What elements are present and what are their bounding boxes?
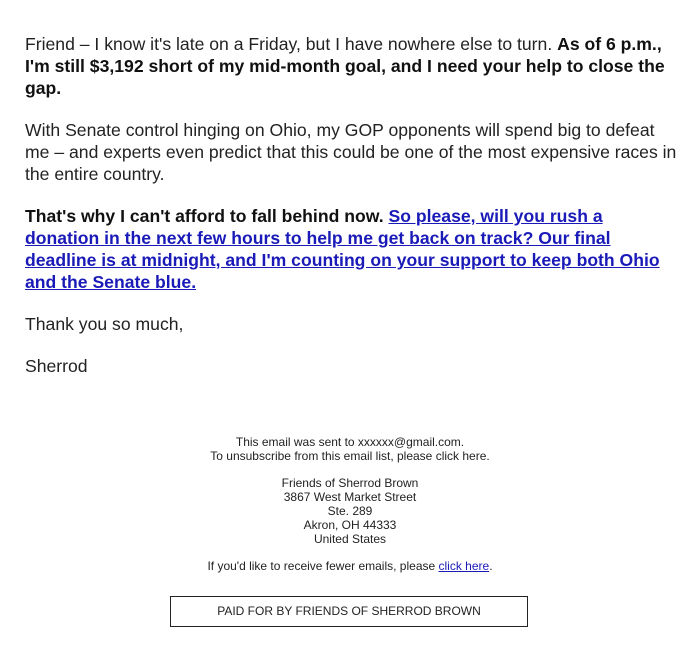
signature: Sherrod [25,356,88,376]
intro-text: Friend – I know it's late on a Friday, but I have nowhere else to turn. [25,34,558,54]
sent-to-text: This email was sent to xxxxxx@gmail.com. [235,435,465,449]
fewer-emails-link[interactable]: click here [438,559,490,573]
donate-link[interactable]: So please, will you rush a donation in the next few hours to help me get back on track? Our final deadline is at midnight, and I'm counting on your support to keep both Ohio and the Senate blue. [25,206,660,292]
closing-text: Thank you so much, [25,314,184,334]
address-city: Akron, OH 44333 [303,518,397,532]
address-org: Friends of Sherrod Brown [281,476,419,490]
fewer-emails-text: If you'd like to receive fewer emails, please [207,559,439,573]
unsubscribe-text: To unsubscribe from this email list, please click here. [210,449,490,463]
appeal-paragraph [25,205,677,293]
recipient-info [0,435,700,463]
address-street: 3867 West Market Street [283,490,417,504]
intro-paragraph [25,33,677,99]
postal-address [0,476,700,546]
paid-for-disclaimer: PAID FOR BY FRIENDS OF SHERROD BROWN [170,596,528,627]
email-footer [0,435,700,586]
email-body [25,33,677,397]
context-paragraph: With Senate control hinging on Ohio, my GOP opponents will spend big to defeat me – and experts even predict that this could be one of the most expensive races in the entire country. [25,120,677,184]
fewer-emails-line [0,559,700,573]
intro-bold-text: As of 6 p.m., I'm still $3,192 short of my mid-month goal, and I need your help to close the gap. [25,34,665,98]
address-country: United States [313,532,387,546]
address-suite: Ste. 289 [327,504,373,518]
appeal-bold-text: That's why I can't afford to fall behind now. [25,206,389,226]
fewer-emails-end: . [489,559,493,573]
